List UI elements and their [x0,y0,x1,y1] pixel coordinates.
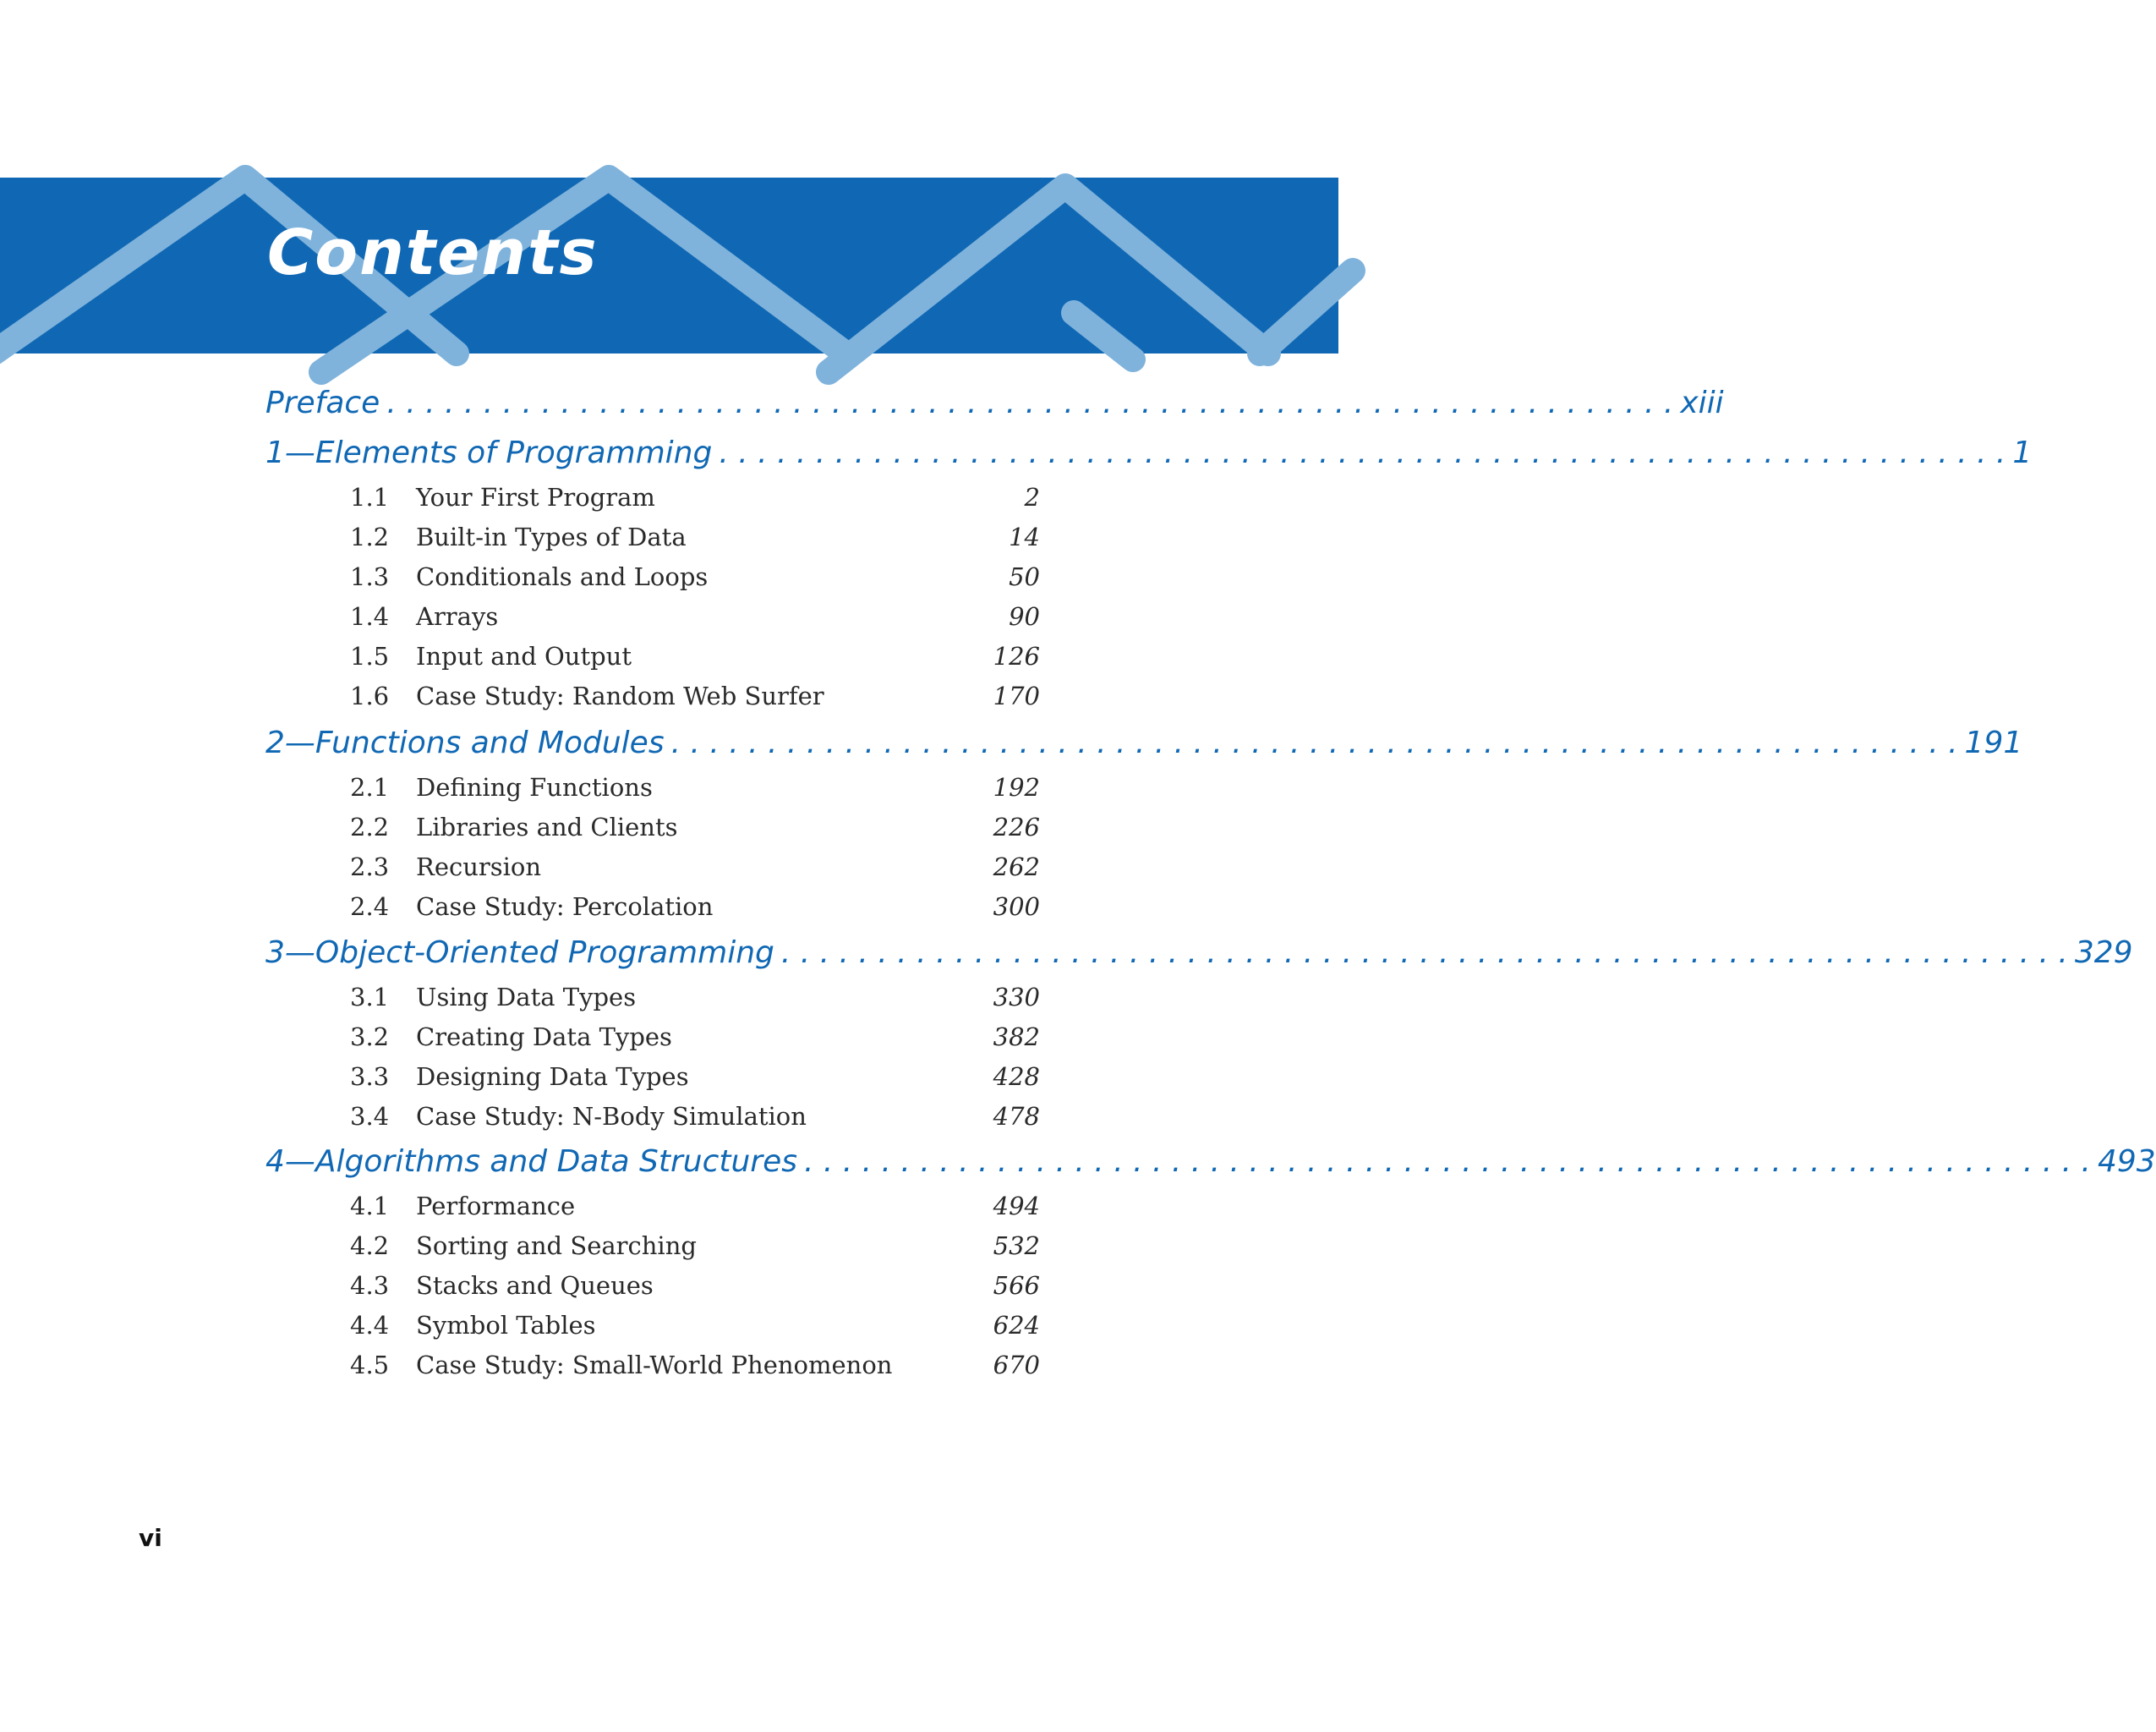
section-number: 4.3 [350,1271,390,1300]
section-number: 1.6 [350,682,390,710]
section-number: 1.4 [350,602,390,631]
section-page: 330 [993,983,1040,1011]
section-page: 566 [993,1271,1040,1300]
section-entry[interactable] [350,1192,1040,1229]
section-page: 192 [993,773,1040,802]
part-heading[interactable] [265,1144,2156,1187]
section-page: 494 [993,1192,1040,1220]
preface-title: Preface [265,386,380,420]
section-entry[interactable] [350,1062,1040,1099]
section-entry[interactable] [350,562,1040,600]
section-entry[interactable] [350,523,1040,560]
section-number: 1.2 [350,523,390,551]
section-entry[interactable] [350,642,1040,679]
section-page: 382 [993,1022,1040,1051]
section-page: 300 [993,892,1040,921]
section-entry[interactable] [350,602,1040,639]
part-title: 1—Elements of Programming [265,436,713,470]
section-entry[interactable] [350,1311,1040,1348]
section-number: 2.1 [350,773,390,802]
part-page: 191 [1964,726,2023,760]
section-entry[interactable] [350,773,1040,810]
section-page: 262 [993,852,1040,881]
section-title: Case Study: Percolation [416,892,714,921]
section-number: 2.4 [350,892,390,921]
section-page: 226 [993,813,1040,841]
section-title: Conditionals and Loops [416,562,709,591]
section-number: 1.5 [350,642,390,671]
section-number: 4.5 [350,1351,390,1379]
section-title: Designing Data Types [416,1062,689,1091]
dot-leader: . . . . . . . . . . . . . . . . . . . . . . . . . . . . . . . . . . . . . . . . . . . . . . . . . . . . . . . . . . . . . . . . . . . [386,386,1674,420]
section-number: 4.1 [350,1192,390,1220]
section-title: Your First Program [416,483,655,512]
dot-leader: . . . . . . . . . . . . . . . . . . . . . . . . . . . . . . . . . . . . . . . . . . . . . . . . . . . . . . . . . . . . . . . . . . . [670,726,1958,760]
part-page: 493 [2097,1144,2156,1179]
section-title: Built-in Types of Data [416,523,687,551]
section-page: 478 [993,1102,1040,1131]
section-page: 14 [1009,523,1040,551]
section-title: Case Study: N-Body Simulation [416,1102,807,1131]
section-number: 1.3 [350,562,390,591]
section-page: 670 [993,1351,1040,1379]
section-number: 1.1 [350,483,390,512]
section-page: 126 [993,642,1040,671]
part-heading[interactable] [265,726,2023,768]
section-entry[interactable] [350,892,1040,929]
part-title: 2—Functions and Modules [265,726,665,760]
page-title: Contents [267,216,599,289]
section-entry[interactable] [350,1351,1040,1388]
section-title: Performance [416,1192,576,1220]
section-number: 3.2 [350,1022,390,1051]
section-number: 2.2 [350,813,390,841]
section-entry[interactable] [350,813,1040,850]
part-page: 329 [2074,935,2133,970]
section-entry[interactable] [350,983,1040,1020]
section-title: Creating Data Types [416,1022,672,1051]
dot-leader: . . . . . . . . . . . . . . . . . . . . . . . . . . . . . . . . . . . . . . . . . . . . . . . . . . . . . . . . . . . . . . . . . . . [780,935,2068,970]
part-page: 1 [2012,436,2033,470]
section-entry[interactable] [350,682,1040,719]
section-entry[interactable] [350,852,1040,890]
part-title: 4—Algorithms and Data Structures [265,1144,797,1179]
section-entry[interactable] [350,1231,1040,1269]
preface-page: xiii [1680,386,1724,420]
part-heading[interactable] [265,436,2033,478]
section-number: 3.4 [350,1102,390,1131]
section-title: Symbol Tables [416,1311,596,1340]
preface-entry[interactable] [265,386,1724,428]
part-heading[interactable] [265,935,2133,978]
section-entry[interactable] [350,1271,1040,1308]
dot-leader: . . . . . . . . . . . . . . . . . . . . . . . . . . . . . . . . . . . . . . . . . . . . . . . . . . . . . . . . . . . . . . . . . . . [719,436,2006,470]
banner-pattern [0,178,1338,354]
section-number: 2.3 [350,852,390,881]
section-title: Recursion [416,852,542,881]
section-title: Libraries and Clients [416,813,678,841]
section-page: 428 [993,1062,1040,1091]
section-number: 4.4 [350,1311,390,1340]
section-title: Using Data Types [416,983,637,1011]
section-number: 3.1 [350,983,390,1011]
section-page: 50 [1009,562,1040,591]
section-title: Stacks and Queues [416,1271,654,1300]
section-page: 170 [993,682,1040,710]
dot-leader: . . . . . . . . . . . . . . . . . . . . . . . . . . . . . . . . . . . . . . . . . . . . . . . . . . . . . . . . . . . . . . . . . . . [804,1144,2091,1179]
part-title: 3—Object-Oriented Programming [265,935,774,970]
section-page: 532 [993,1231,1040,1260]
section-title: Input and Output [416,642,632,671]
section-number: 4.2 [350,1231,390,1260]
section-title: Defining Functions [416,773,653,802]
page-number: vi [139,1524,162,1552]
section-page: 2 [1024,483,1040,512]
section-title: Case Study: Random Web Surfer [416,682,824,710]
section-entry[interactable] [350,483,1040,520]
contents-banner [0,178,1338,354]
section-page: 624 [993,1311,1040,1340]
section-entry[interactable] [350,1022,1040,1060]
section-title: Case Study: Small-World Phenomenon [416,1351,893,1379]
section-page: 90 [1009,602,1040,631]
section-title: Sorting and Searching [416,1231,697,1260]
section-number: 3.3 [350,1062,390,1091]
section-title: Arrays [416,602,499,631]
section-entry[interactable] [350,1102,1040,1139]
